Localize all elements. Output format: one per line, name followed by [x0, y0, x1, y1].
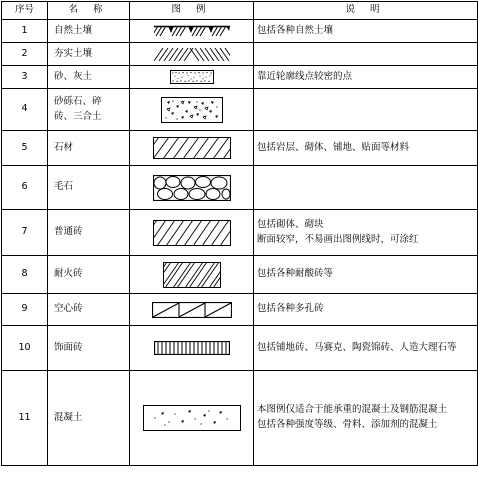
- row-no: 8: [2, 256, 48, 294]
- row-desc-line: 本图例仅适合于能承重的混凝土及钢筋混凝土: [257, 404, 448, 416]
- row-desc: [254, 66, 478, 89]
- row-name-line: 空心砖: [54, 303, 83, 315]
- row-desc: [254, 326, 478, 371]
- row-name: [48, 210, 130, 256]
- table-row: [2, 371, 478, 466]
- row-desc: [254, 20, 478, 43]
- row-no: 1: [2, 20, 48, 43]
- hollow-brick-icon: [130, 294, 254, 326]
- row-desc-line: 包括砌体、砌块: [257, 218, 324, 230]
- table-row: [2, 166, 478, 210]
- header-pattern: 图 例: [130, 2, 254, 20]
- row-desc: [254, 166, 478, 210]
- row-desc: [254, 210, 478, 256]
- row-desc-line: 包括各种自然土壤: [257, 24, 334, 36]
- row-name: [48, 166, 130, 210]
- row-name: [48, 294, 130, 326]
- row-no: 11: [2, 371, 48, 466]
- row-no: 9: [2, 294, 48, 326]
- table-row: [2, 66, 478, 89]
- table-row: [2, 20, 478, 43]
- row-name-line: 混凝土: [54, 411, 83, 423]
- row-desc-line: 靠近轮廓线点较密的点: [257, 70, 353, 82]
- row-name: [48, 256, 130, 294]
- row-name: [48, 43, 130, 66]
- common-brick-hatch-icon: [130, 210, 254, 256]
- row-desc: [254, 43, 478, 66]
- rubble-stone-icon: [130, 166, 254, 210]
- natural-soil-hatch-icon: [130, 20, 254, 43]
- table-row: [2, 326, 478, 371]
- row-no: 6: [2, 166, 48, 210]
- row-no: 7: [2, 210, 48, 256]
- row-no: 3: [2, 66, 48, 89]
- row-name: [48, 131, 130, 166]
- row-name-line: 砖、三合土: [54, 110, 102, 122]
- row-name: [48, 20, 130, 43]
- row-desc: [254, 256, 478, 294]
- concrete-icon: [130, 371, 254, 466]
- table-row: [2, 256, 478, 294]
- row-desc-line: 包括各种耐酸砖等: [257, 268, 334, 280]
- row-name-line: 砂、灰土: [54, 70, 93, 82]
- table-row: [2, 43, 478, 66]
- row-desc-line: 包括各种强度等级、骨料、添加剂的混凝土: [257, 419, 438, 430]
- rammed-soil-hatch-icon: [130, 43, 254, 66]
- header-row: [2, 2, 478, 20]
- row-no: 2: [2, 43, 48, 66]
- table-row: [2, 210, 478, 256]
- row-desc: [254, 131, 478, 166]
- header-desc: 说 明: [254, 2, 478, 20]
- row-name-line: 自然土壤: [54, 24, 93, 36]
- row-desc-line: 断面较窄，不易画出图例线时，可涂红: [257, 233, 419, 245]
- header-name: 名 称: [48, 2, 130, 20]
- row-desc-line: 包括岩层、砌体、铺地、贴面等材料: [257, 141, 410, 153]
- row-desc: [254, 371, 478, 466]
- header-no: 序号: [2, 2, 48, 20]
- row-name-line: 耐火砖: [54, 268, 83, 280]
- row-name-line: 普通砖: [54, 226, 83, 238]
- row-desc: [254, 294, 478, 326]
- row-desc-line: 包括铺地砖、马赛克、陶瓷锦砖、人造大理石等: [257, 341, 457, 353]
- facing-tile-icon: [130, 326, 254, 371]
- row-name-line: 石材: [54, 141, 74, 153]
- row-no: 4: [2, 89, 48, 131]
- gravel-brick-icon: [130, 89, 254, 131]
- table-row: [2, 131, 478, 166]
- row-name: [48, 66, 130, 89]
- row-name-line: 砂砾石、碎: [54, 95, 102, 107]
- table-row: [2, 294, 478, 326]
- row-no: 5: [2, 131, 48, 166]
- row-name: [48, 371, 130, 466]
- sand-lime-dots-icon: [130, 66, 254, 89]
- row-name-line: 夯实土壤: [54, 47, 93, 59]
- row-desc: [254, 89, 478, 131]
- row-name-line: 饰面砖: [54, 341, 83, 353]
- table-row: [2, 89, 478, 131]
- material-legend-table: [1, 1, 478, 466]
- row-desc-line: 包括各种多孔砖: [257, 303, 324, 315]
- firebrick-hatch-icon: [130, 256, 254, 294]
- stone-hatch-icon: [130, 131, 254, 166]
- row-no: 10: [2, 326, 48, 371]
- row-name: [48, 89, 130, 131]
- row-name-line: 毛石: [54, 181, 74, 193]
- row-name: [48, 326, 130, 371]
